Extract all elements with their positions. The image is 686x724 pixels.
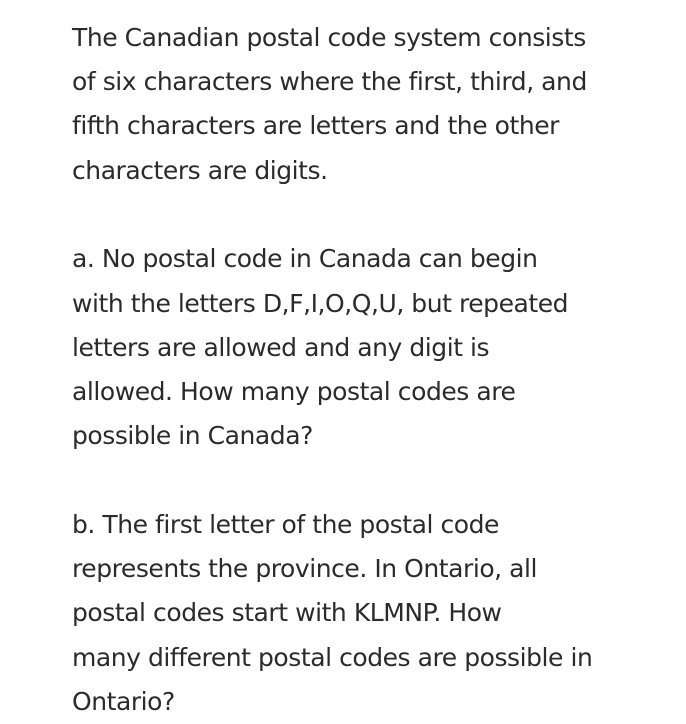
question-text [72,16,662,724]
text-line: postal codes start with KLMNP. How [72,598,502,628]
paragraph-spacer [72,458,662,503]
text-line: many different postal codes are possible in [72,642,593,672]
text-line: fifth characters are letters and the other [72,111,559,141]
paragraph-spacer [72,193,662,238]
text-line: allowed. How many postal codes are [72,377,516,407]
part-b-paragraph [72,503,662,724]
part-a-paragraph [72,237,662,458]
text-line: possible in Canada? [72,421,313,451]
text-line: Ontario? [72,686,175,716]
text-line: with the letters D,F,I,O,Q,U, but repeated [72,288,569,318]
text-line: a. No postal code in Canada can begin [72,244,538,274]
text-line: characters are digits. [72,155,328,185]
intro-paragraph [72,16,662,193]
text-line: represents the province. In Ontario, all [72,554,538,584]
text-line: The Canadian postal code system consists [72,23,586,52]
text-line: letters are allowed and any digit is [72,332,490,362]
text-line: b. The first letter of the postal code [72,510,499,540]
text-line: of six characters where the first, third, and [72,67,587,97]
